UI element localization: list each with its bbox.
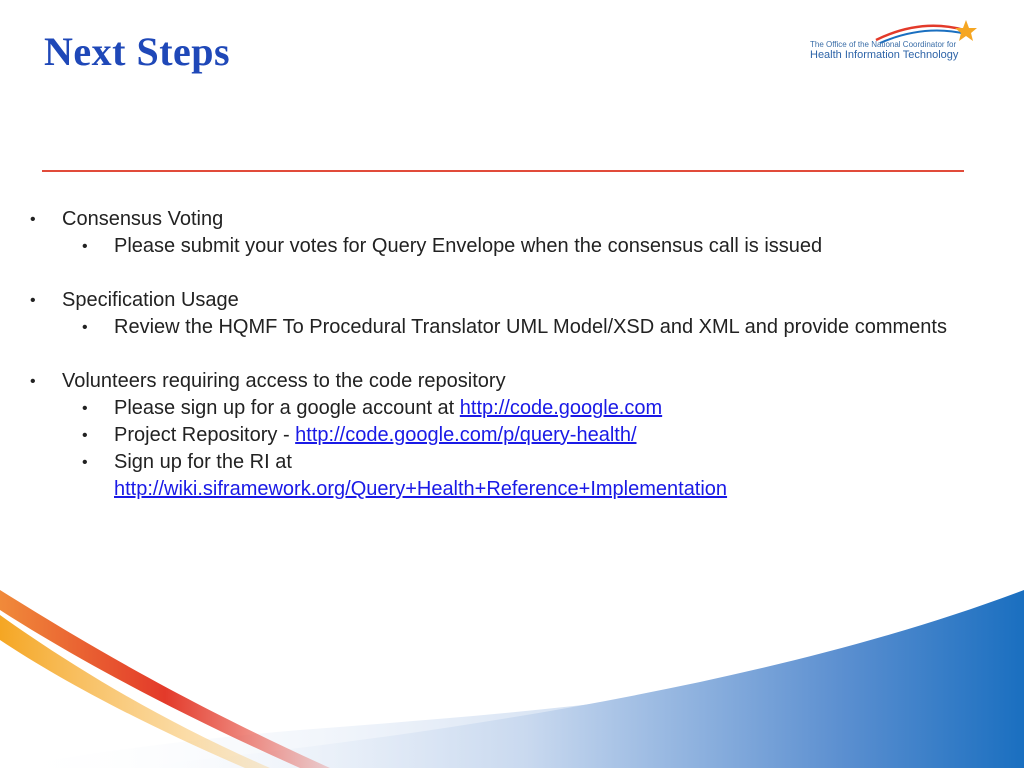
section-heading-text: Volunteers requiring access to the code repository	[62, 370, 506, 392]
bullet-icon: •	[30, 373, 36, 390]
bullet-icon: •	[82, 238, 88, 255]
bullet-icon: •	[82, 400, 88, 417]
bullet-icon: •	[82, 427, 88, 444]
sub-bullet-text: Review the HQMF To Procedural Translator UML Model/XSD and XML and provide comments	[114, 316, 947, 338]
slide-body	[28, 206, 978, 503]
bullet-icon: •	[82, 454, 88, 471]
page-title: Next Steps	[44, 29, 231, 74]
ri-wiki-link[interactable]: http://wiki.siframework.org/Query+Health+Reference+Implementation	[114, 478, 728, 500]
section-heading	[28, 287, 978, 314]
bullet-icon: •	[82, 319, 88, 336]
logo-line2: Health Information Technology	[810, 49, 959, 61]
section-heading-text: Consensus Voting	[62, 208, 224, 230]
sub-bullet	[28, 422, 978, 449]
bullet-icon: •	[30, 292, 36, 309]
sub-bullet	[28, 449, 978, 503]
logo-line1: The Office of the National Coordinator for	[810, 40, 957, 49]
section-heading	[28, 368, 978, 395]
sub-bullet	[28, 314, 978, 341]
section-heading	[28, 206, 978, 233]
title-divider	[42, 170, 964, 172]
sub-bullet-text: Project Repository -	[114, 424, 296, 446]
google-account-link[interactable]: http://code.google.com	[459, 397, 663, 419]
sub-bullet-text: Please sign up for a google account at	[114, 397, 460, 419]
sub-bullet	[28, 233, 978, 260]
sub-bullet-text: Please submit your votes for Query Envelope when the consensus call is issued	[114, 235, 823, 257]
section-heading-text: Specification Usage	[62, 289, 239, 311]
sub-bullet	[28, 395, 978, 422]
bullet-icon: •	[30, 211, 36, 228]
project-repository-link[interactable]: http://code.google.com/p/query-health/	[295, 424, 637, 446]
onc-logo	[806, 18, 978, 66]
decorative-swoosh	[0, 570, 1024, 768]
sub-bullet-text: Sign up for the RI at	[114, 451, 292, 473]
